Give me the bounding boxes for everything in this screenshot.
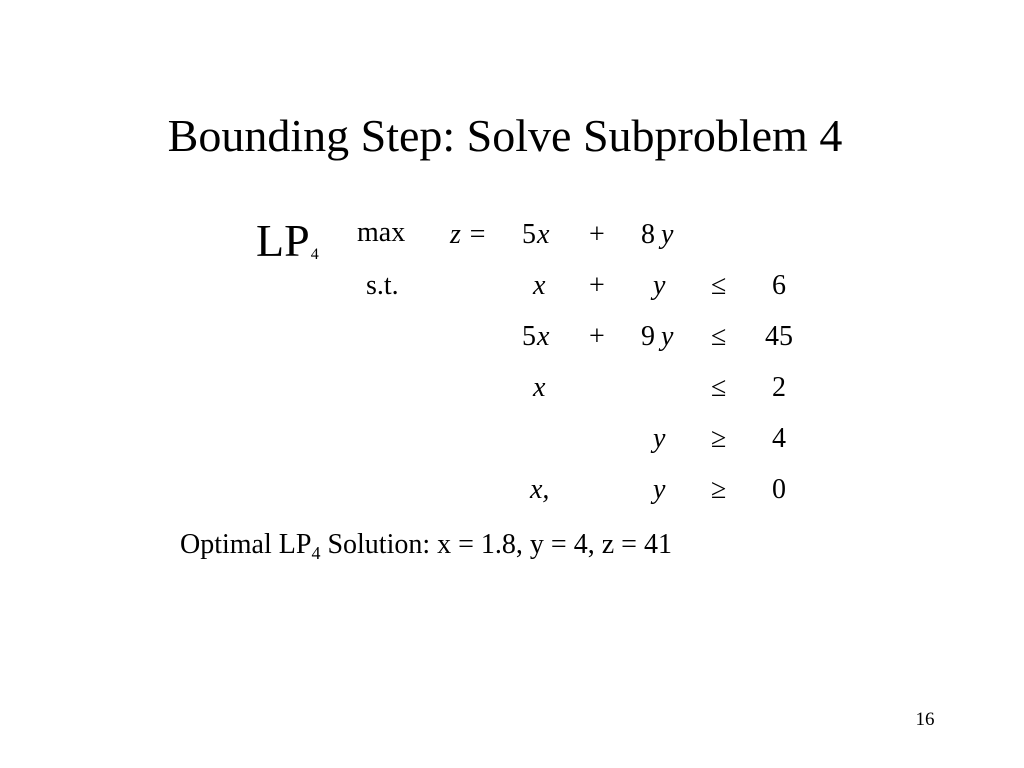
optimal-solution-text (180, 528, 672, 564)
constraint-5-relation: ≥ (711, 474, 727, 505)
constraint-1-x-var: x (533, 270, 546, 301)
constraint-1-plus: + (589, 270, 605, 301)
constraint-2-x-var: x (537, 321, 550, 352)
constraint-5-y-var: y (653, 474, 666, 505)
solution-suffix: Solution: x = 1.8, y = 4, z = 41 (320, 529, 672, 560)
objective-x-var: x (537, 219, 550, 250)
constraint-2-y-coef: 9 (641, 321, 655, 352)
solution-subscript: 4 (311, 543, 321, 563)
constraint-4-y-var: y (653, 423, 666, 454)
objective-y-var: y (661, 219, 674, 250)
constraint-2-relation: ≤ (711, 321, 727, 352)
objective-y-coef: 8 (641, 219, 655, 250)
constraint-1-rhs: 6 (772, 270, 786, 301)
lp-label-subscript: 4 (310, 246, 319, 263)
constraint-5-x-var: x, (530, 474, 550, 505)
constraint-2-rhs: 45 (765, 321, 793, 352)
constraint-5-rhs: 0 (772, 474, 786, 505)
objective-x-coef: 5 (522, 219, 536, 250)
objective-plus: + (589, 219, 605, 250)
slide-title: Bounding Step: Solve Subproblem 4 (167, 110, 843, 161)
page-number: 16 (915, 709, 935, 730)
constraint-2-plus: + (589, 321, 605, 352)
objective-lhs: z = (450, 219, 487, 250)
constraint-2-x-coef: 5 (522, 321, 536, 352)
constraint-3-x-var: x (533, 372, 546, 403)
lp-label-text: LP (256, 215, 310, 266)
constraint-4-rhs: 4 (772, 423, 786, 454)
constraint-2-y-var: y (661, 321, 674, 352)
constraint-3-relation: ≤ (711, 372, 727, 403)
lp-label (256, 213, 319, 280)
constraint-3-rhs: 2 (772, 372, 786, 403)
constraint-1-y-var: y (653, 270, 666, 301)
constraint-4-relation: ≥ (711, 423, 727, 454)
solution-prefix: Optimal LP (180, 529, 312, 560)
constraints-label: s.t. (366, 270, 399, 301)
objective-sense: max (357, 217, 406, 248)
constraint-1-relation: ≤ (711, 270, 727, 301)
